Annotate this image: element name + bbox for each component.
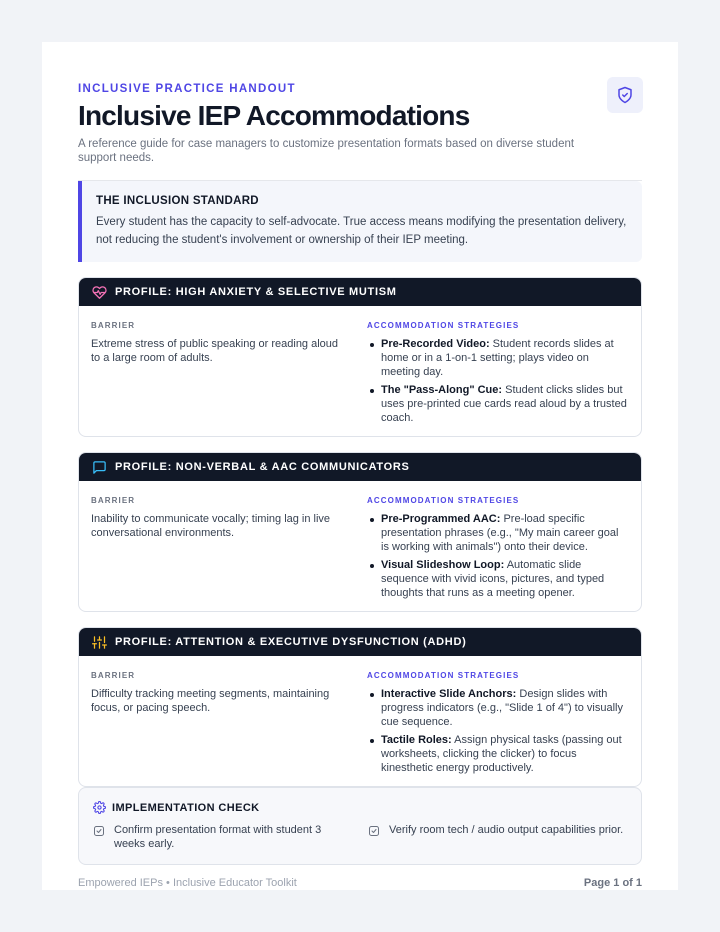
handout-page [42,42,678,890]
footer-credit: Empowered IEPs • Inclusive Educator Toolkit [78,877,297,889]
barrier-column [91,321,349,365]
checkbox-icon [368,825,380,837]
list-item: The "Pass-Along" Cue: Student clicks slides but uses pre-printed cue cards read aloud by a trusted coach. [367,383,629,425]
strategies-label: ACCOMMODATION STRATEGIES [367,496,520,505]
list-item: Visual Slideshow Loop: Automatic slide sequence with vivid icons, pictures, and typed thoughts that runs as a meeting opener. [367,558,629,600]
checklist-item [93,823,343,851]
barrier-column [91,496,349,540]
strategies-label: ACCOMMODATION STRATEGIES [367,671,520,680]
strategies-list [367,687,629,775]
checklist-text: Verify room tech / audio output capabilities prior. [389,824,624,836]
callout-title: THE INCLUSION STANDARD [96,195,259,207]
list-item: Pre-Recorded Video: Student records slides at home or in a 1-on-1 setting; plays video on meeting day. [367,337,629,379]
profile-card-adhd [78,627,642,787]
page-title: Inclusive IEP Accommodations [78,100,470,131]
strategies-list [367,512,629,600]
heart-pulse-icon [92,284,108,300]
barrier-column [91,671,349,715]
barrier-label: BARRIER [91,671,136,680]
eyebrow: INCLUSIVE PRACTICE HANDOUT [78,83,296,95]
profile-title: PROFILE: ATTENTION & EXECUTIVE DYSFUNCTION (ADHD) [115,636,467,648]
page-subtitle: A reference guide for case managers to customize presentation formats based on diverse student support needs. [78,138,575,164]
profile-card-header [79,628,641,656]
implementation-title: IMPLEMENTATION CHECK [112,801,260,814]
strategies-label: ACCOMMODATION STRATEGIES [367,321,520,330]
strategies-column [367,496,629,604]
barrier-text: Inability to communicate vocally; timing lag in live conversational environments. [91,513,331,539]
checklist-text: Confirm presentation format with student 3 weeks early. [114,824,322,850]
checkbox-icon [93,825,105,837]
shield-badge [607,77,643,113]
barrier-text: Extreme stress of public speaking or reading aloud to a large room of adults. [91,338,339,364]
list-item: Tactile Roles: Assign physical tasks (passing out worksheets, clicking the clicker) to focus kinesthetic energy productively. [367,733,629,775]
callout-text: Every student has the capacity to self-advocate. True access means modifying the presentation delivery, not reducing the student's involvement or ownership of their IEP meeting. [96,216,627,246]
shield-check-icon [616,86,634,104]
implementation-header [93,801,260,814]
sliders-icon [92,634,108,650]
page-number: Page 1 of 1 [583,877,642,889]
inclusion-standard-callout [78,181,642,262]
checklist-item [368,823,628,837]
profile-card-header [79,453,641,481]
profile-card-anxiety [78,277,642,437]
profile-card-header [79,278,641,306]
barrier-text: Difficulty tracking meeting segments, maintaining focus, or pacing speech. [91,688,330,714]
barrier-label: BARRIER [91,496,136,505]
list-item: Interactive Slide Anchors: Design slides with progress indicators (e.g., "Slide 1 of 4") to visually cue sequence. [367,687,629,729]
gear-icon [93,801,106,814]
strategies-list [367,337,629,425]
list-item: Pre-Programmed AAC: Pre-load specific presentation phrases (e.g., "My main career goal is working with animals") onto their device. [367,512,629,554]
profile-card-aac [78,452,642,612]
strategies-column [367,671,629,779]
barrier-label: BARRIER [91,321,136,330]
profile-title: PROFILE: NON-VERBAL & AAC COMMUNICATORS [115,461,410,473]
implementation-check [78,787,642,865]
profile-title: PROFILE: HIGH ANXIETY & SELECTIVE MUTISM [115,286,397,298]
strategies-column [367,321,629,429]
message-square-icon [92,459,108,475]
